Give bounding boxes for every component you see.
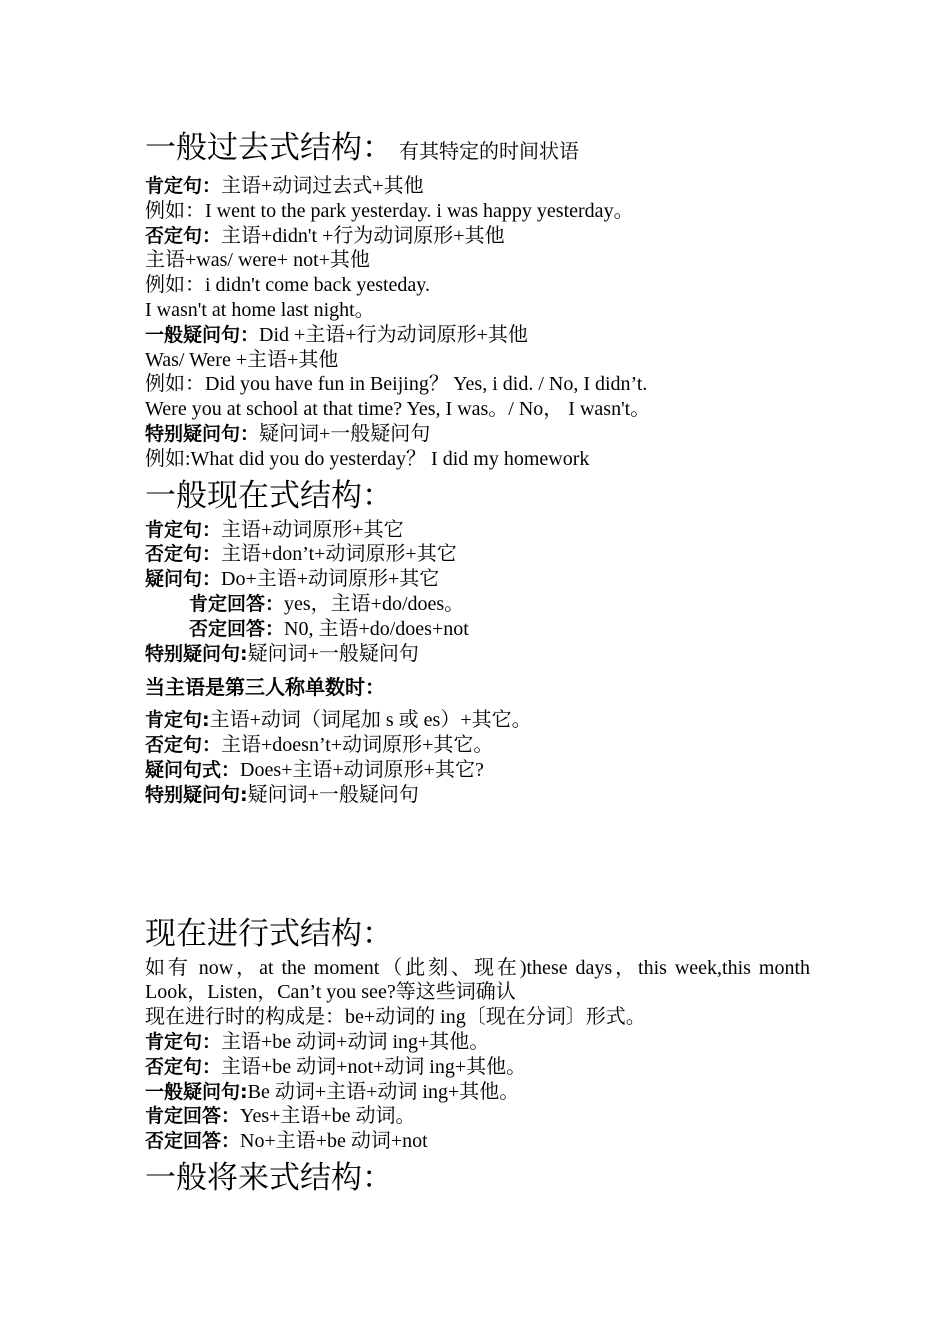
line-label: 一般疑问句: <box>145 1080 248 1103</box>
line-label: 肯定句: <box>145 709 210 732</box>
text-line <box>145 422 810 447</box>
text-line <box>145 224 810 249</box>
line-label: 特别疑问句: <box>145 783 248 806</box>
text-line <box>145 567 810 592</box>
line-text: Were you at school at that time? Yes, I was。/ No， I wasn't。 <box>145 398 651 421</box>
text-line <box>145 642 810 667</box>
line-text: Does+主语+动词原形+其它? <box>240 758 484 781</box>
line-text: 例如:What did you do yesterday？ I did my homework <box>145 447 590 470</box>
text-line <box>145 248 810 273</box>
line-text: 主语+don’t+动词原形+其它 <box>221 543 457 566</box>
text-line <box>145 323 810 348</box>
past-tense-section <box>145 174 810 472</box>
line-text: 主语+动词原形+其它 <box>221 518 404 541</box>
line-label: 特别疑问句： <box>145 422 260 445</box>
text-line <box>145 518 810 543</box>
line-text: Did +主语+行为动词原形+其他 <box>259 323 528 346</box>
present-tense-section <box>145 518 810 667</box>
line-text: Do+主语+动词原形+其它 <box>221 568 440 591</box>
line-label: 肯定回答： <box>189 592 285 615</box>
text-line <box>145 1104 810 1129</box>
line-label: 肯定句： <box>145 518 222 541</box>
line-text: N0, 主语+do/does+not <box>284 617 469 640</box>
line-label: 一般疑问句： <box>145 323 260 346</box>
line-text: Was/ Were +主语+其他 <box>145 348 339 371</box>
text-line <box>145 733 810 758</box>
text-line <box>145 758 810 783</box>
text-line <box>145 592 810 617</box>
line-label: 否定句： <box>145 734 222 757</box>
line-text: Yes+主语+be 动词。 <box>240 1105 416 1128</box>
line-label: 肯定回答： <box>145 1105 241 1128</box>
document-body <box>145 126 810 1200</box>
future-heading: 一般将来式结构： <box>145 1159 393 1196</box>
line-text: Be 动词+主语+动词 ing+其他。 <box>247 1080 520 1103</box>
line-text: 例如：Did you have fun in Beijing？ Yes, i did. / No, I didn’t. <box>145 373 648 396</box>
line-text: 现在进行时的构成是：be+动词的 ing〔现在分词〕形式。 <box>145 1006 646 1029</box>
line-label: 否定回答： <box>145 1130 241 1153</box>
text-line <box>145 542 810 567</box>
third-person-heading: 当主语是第三人称单数时： <box>145 675 385 700</box>
progressive-intro: 如有 now，at the moment（此刻、现在)these days，this week,this month Look，Listen，Can’t you see?等这些词确认 <box>145 956 810 1004</box>
line-label: 肯定句： <box>145 175 222 197</box>
line-text: No+主语+be 动词+not <box>240 1130 428 1153</box>
line-text: 疑问词+一般疑问句 <box>247 642 419 665</box>
line-label: 疑问句： <box>145 568 222 591</box>
line-text: yes，主语+do/does。 <box>284 592 465 615</box>
line-text: 主语+动词（词尾加 s 或 es）+其它。 <box>209 709 532 732</box>
text-line <box>145 199 810 224</box>
line-text: I wasn't at home last night。 <box>145 298 375 321</box>
line-text: 疑问词+一般疑问句 <box>247 783 419 806</box>
line-label: 否定句： <box>145 224 222 247</box>
text-line <box>145 273 810 298</box>
text-line <box>145 1129 810 1154</box>
progressive-heading: 现在进行式结构： <box>145 915 393 952</box>
line-text: 主语+动词过去式+其他 <box>221 175 424 197</box>
text-line <box>145 447 810 472</box>
line-text: 主语+be 动词+动词 ing+其他。 <box>221 1030 490 1053</box>
line-label: 特别疑问句: <box>145 642 248 665</box>
text-line <box>145 397 810 422</box>
line-text: 主语+was/ were+ not+其他 <box>145 249 370 272</box>
text-line <box>145 708 810 733</box>
past-tense-subtitle: 有其特定的时间状语 <box>399 141 579 163</box>
line-text: 主语+doesn’t+动词原形+其它。 <box>221 734 494 757</box>
text-line <box>145 783 810 808</box>
present-tense-heading: 一般现在式结构： <box>145 477 393 514</box>
line-text: 主语+didn't +行为动词原形+其他 <box>221 224 505 247</box>
text-line <box>145 298 810 323</box>
text-line <box>145 1030 810 1055</box>
text-line <box>145 1055 810 1080</box>
progressive-section <box>145 1005 810 1154</box>
text-line <box>145 348 810 373</box>
line-label: 否定句： <box>145 1055 222 1078</box>
line-text: 例如：i didn't come back yesteday. <box>145 274 431 297</box>
text-line <box>145 1080 810 1105</box>
third-person-section <box>145 708 810 807</box>
line-label: 否定回答： <box>189 617 285 640</box>
text-line <box>145 1005 810 1030</box>
line-text: 疑问词+一般疑问句 <box>259 422 431 445</box>
text-line <box>145 617 810 642</box>
line-label: 否定句： <box>145 543 222 566</box>
text-line <box>145 174 810 199</box>
line-text: 例如：I went to the park yesterday. i was happy yesterday。 <box>145 199 634 222</box>
text-line <box>145 372 810 397</box>
past-tense-heading: 一般过去式结构： 有其特定的时间状语 <box>145 130 579 166</box>
line-text: 主语+be 动词+not+动词 ing+其他。 <box>221 1055 527 1078</box>
line-label: 疑问句式： <box>145 758 241 781</box>
line-label: 肯定句： <box>145 1030 222 1053</box>
